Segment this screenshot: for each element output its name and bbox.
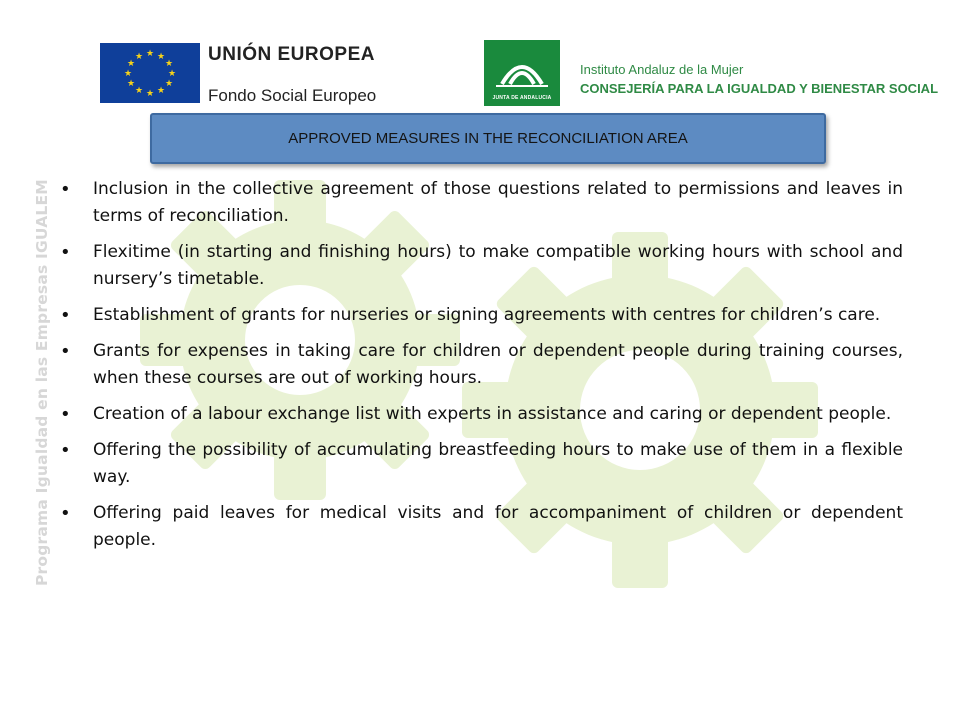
measures-list bbox=[60, 176, 903, 563]
svg-text:★: ★ bbox=[123, 69, 133, 79]
list-item: • Grants for expenses in taking care for children or dependent people during training courses, when these courses are out of working hours. bbox=[60, 338, 903, 392]
svg-text:★: ★ bbox=[145, 49, 155, 59]
svg-text:★: ★ bbox=[145, 89, 155, 99]
svg-text:★: ★ bbox=[134, 86, 144, 96]
svg-text:★: ★ bbox=[164, 59, 174, 69]
title-banner bbox=[150, 113, 826, 164]
svg-text:★: ★ bbox=[156, 86, 166, 96]
svg-text:★: ★ bbox=[126, 59, 136, 69]
junta-caption: JUNTA DE ANDALUCIA bbox=[492, 95, 552, 101]
svg-text:★: ★ bbox=[126, 79, 136, 89]
eu-subtitle: Fondo Social Europeo bbox=[208, 86, 377, 105]
list-item: • Offering the possibility of accumulating breastfeeding hours to make use of them in a flexible way. bbox=[60, 437, 903, 491]
svg-text:★: ★ bbox=[156, 52, 166, 62]
instituto-name: Instituto Andaluz de la Mujer bbox=[580, 62, 744, 77]
list-item: • Creation of a labour exchange list with experts in assistance and caring or dependent people. bbox=[60, 401, 903, 428]
list-item: • Establishment of grants for nurseries or signing agreements with centres for children’s care. bbox=[60, 302, 903, 329]
svg-text:★: ★ bbox=[167, 69, 177, 79]
consejeria-name: CONSEJERÍA PARA LA IGUALDAD Y BIENESTAR SOCIAL bbox=[580, 81, 939, 96]
list-item: • Flexitime (in starting and finishing hours) to make compatible working hours with school and nursery’s timetable. bbox=[60, 239, 903, 293]
junta-andalucia-logo bbox=[484, 40, 560, 106]
side-program-label: Programa Igualdad en las Empresas IGUALEM bbox=[33, 179, 51, 586]
page-title: APPROVED MEASURES IN THE RECONCILIATION AREA bbox=[288, 130, 688, 147]
svg-text:★: ★ bbox=[134, 52, 144, 62]
eu-title: UNIÓN EUROPEA bbox=[208, 44, 375, 65]
eu-flag-icon bbox=[100, 43, 200, 103]
junta-arch-icon bbox=[484, 40, 560, 92]
svg-text:★: ★ bbox=[164, 79, 174, 89]
list-item: • Inclusion in the collective agreement of those questions related to permissions and leaves in terms of reconciliation. bbox=[60, 176, 903, 230]
list-item: • Offering paid leaves for medical visits and for accompaniment of children or dependent people. bbox=[60, 500, 903, 554]
